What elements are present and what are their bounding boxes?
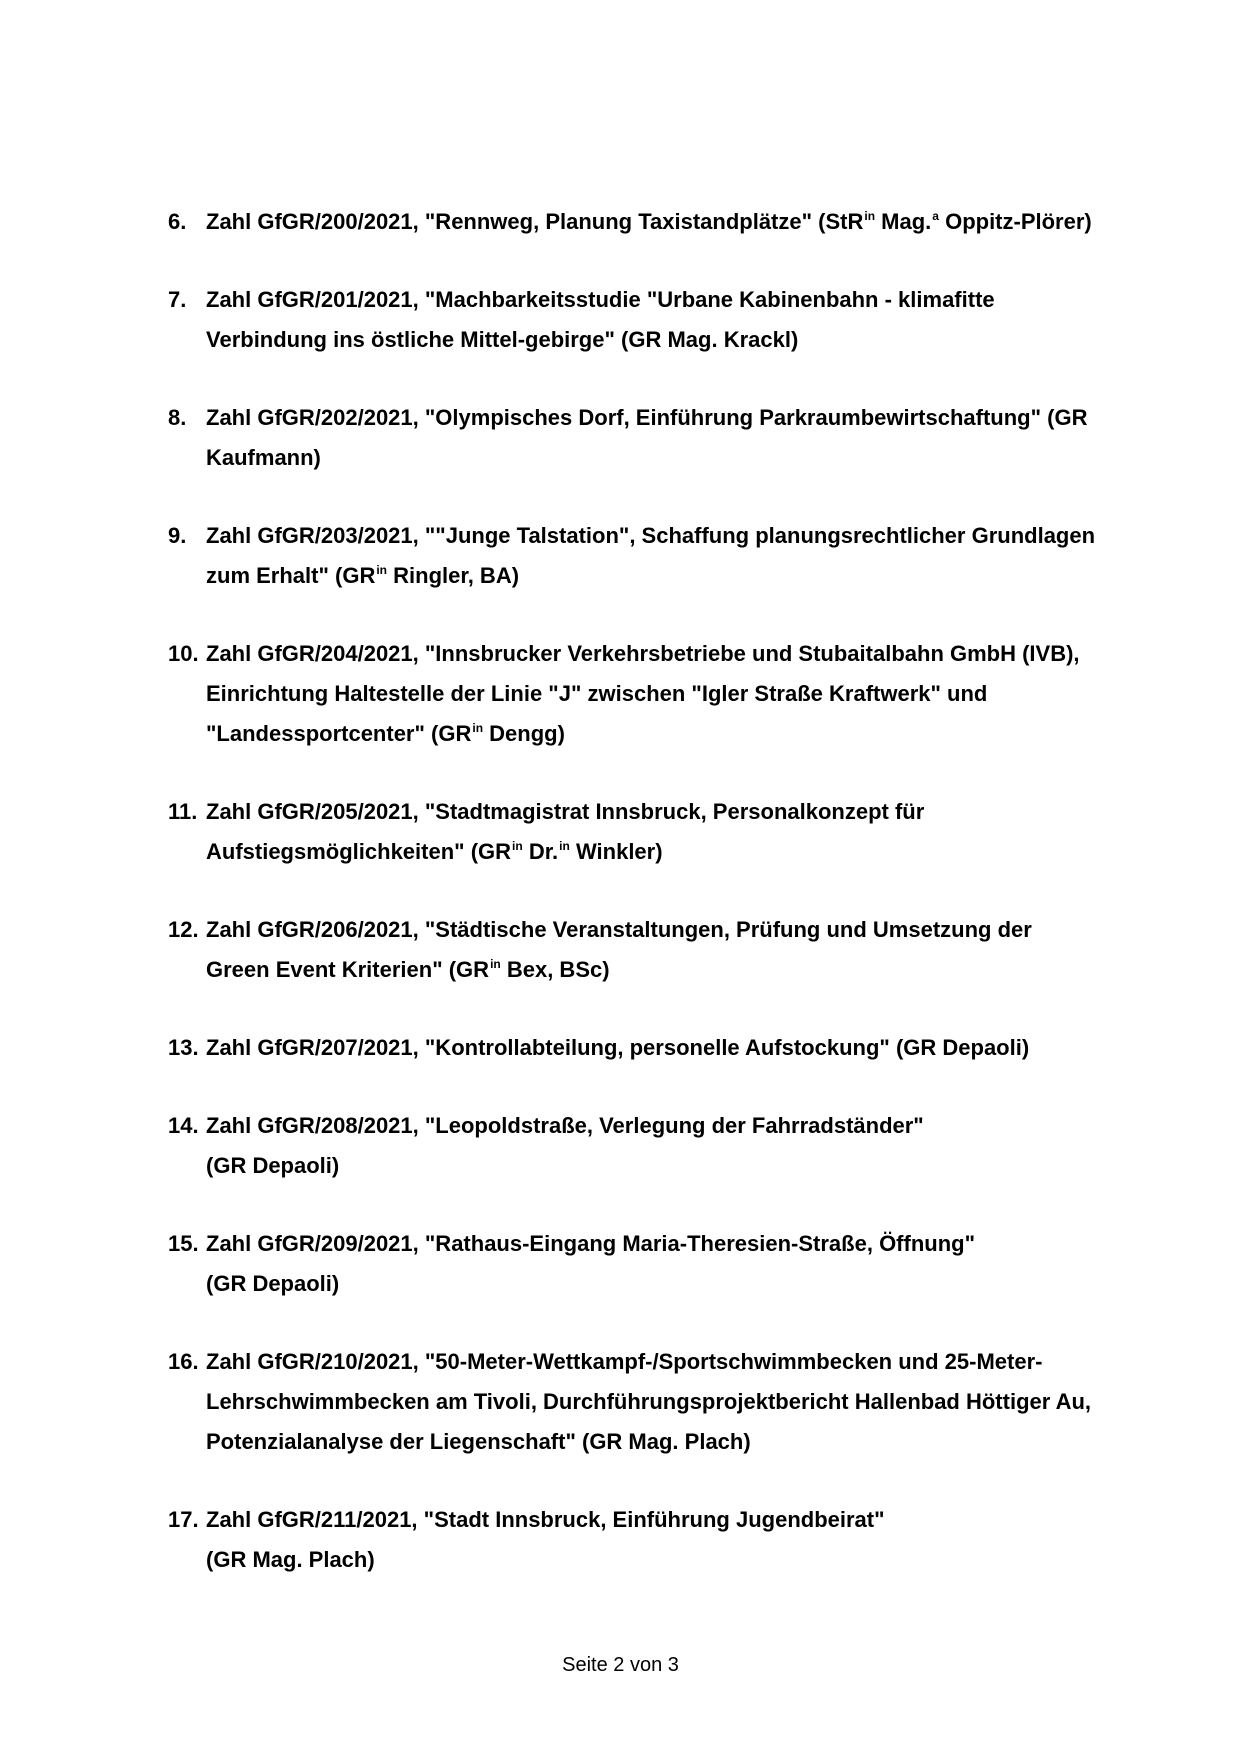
agenda-item [168,516,1098,596]
text-run: (GR Mag. Plach) [206,1547,375,1572]
agenda-item [168,1500,1098,1580]
text-run: Zahl GfGR/208/2021, "Leopoldstraße, Verlegung der Fahrradständer" [206,1113,924,1138]
agenda-item [168,910,1098,990]
agenda-item-number: 12. [168,917,199,942]
text-run: Bex, BSc) [500,957,610,982]
agenda-item-text [206,280,1098,360]
agenda-item-text [206,1106,1098,1186]
superscript-text: a [932,209,939,223]
agenda-item [168,1224,1098,1304]
page-footer: Seite 2 von 3 [562,1654,679,1676]
text-run: Winkler) [569,839,663,864]
agenda-item [168,202,1098,242]
agenda-item-number: 15. [168,1231,199,1256]
text-run: Dengg) [483,721,565,746]
agenda-item [168,1106,1098,1186]
agenda-item-text [206,1500,1098,1580]
text-run: (GR Depaoli) [206,1153,340,1178]
agenda-item [168,398,1098,478]
text-run: Ringler, BA) [387,563,520,588]
text-run: Zahl GfGR/200/2021, "Rennweg, Planung Taxistandplätze" (StR [206,209,864,234]
agenda-item [168,792,1098,872]
agenda-item-text [206,1224,1098,1304]
agenda-item-text [206,202,1098,242]
superscript-text: in [559,839,570,853]
text-run: Zahl GfGR/211/2021, "Stadt Innsbruck, Einführung Jugendbeirat" [206,1507,885,1532]
superscript-text: in [376,563,388,577]
agenda-item-text [206,1028,1098,1068]
text-run: Oppitz-Plörer) [938,209,1092,234]
agenda-item [168,1028,1098,1068]
agenda-item-text [206,398,1098,478]
text-run: Zahl GfGR/209/2021, "Rathaus-Eingang Maria-Theresien-Straße, Öffnung" [206,1231,976,1256]
agenda-item-text [206,792,1098,872]
agenda-item-number: 7. [168,287,187,312]
agenda-item-number: 11. [168,799,198,824]
agenda-item [168,634,1098,754]
agenda-item-text [206,1342,1098,1462]
superscript-text: in [512,839,523,853]
agenda-item-text [206,516,1098,596]
agenda-item [168,280,1098,360]
superscript-text: in [864,209,876,223]
text-run: Zahl GfGR/201/2021, "Machbarkeitsstudie "Urbane Kabinenbahn - klimafitte Verbindung ins östliche Mittel-gebirge" (GR Mag. Krackl) [206,287,995,352]
agenda-item-number: 17. [168,1507,199,1532]
agenda-item-text [206,910,1098,990]
agenda-item-list [168,202,1098,1618]
agenda-item-number: 6. [168,209,187,234]
agenda-item-number: 13. [168,1035,199,1060]
agenda-item-number: 10. [168,641,199,666]
text-run: Zahl GfGR/205/2021, "Stadtmagistrat Innsbruck, Personalkonzept für Aufstiegsmöglichkeiten" (GR [206,799,925,864]
text-run: Zahl GfGR/204/2021, "Innsbrucker Verkehrsbetriebe und Stubaitalbahn GmbH (IVB), Einrichtung Haltestelle der Linie "J" zwischen "Igler Straße Kraftwerk" und "Landessportcenter" (GR [206,641,1080,746]
text-run: Mag. [875,209,932,234]
text-run: Zahl GfGR/206/2021, "Städtische Veranstaltungen, Prüfung und Umsetzung der Green Event Kriterien" (GR [206,917,1032,982]
agenda-item-text [206,634,1098,754]
text-run: Zahl GfGR/207/2021, "Kontrollabteilung, personelle Aufstockung" (GR Depaoli) [206,1035,1030,1060]
agenda-item [168,1342,1098,1462]
agenda-item-number: 9. [168,523,187,548]
agenda-item-number: 16. [168,1349,199,1374]
agenda-item-number: 8. [168,405,187,430]
text-run: Dr. [522,839,559,864]
text-run: Zahl GfGR/203/2021, ""Junge Talstation", Schaffung planungsrechtlicher Grundlagen zum Erhalt" (GR [206,523,1096,588]
agenda-item-number: 14. [168,1113,199,1138]
text-run: (GR Depaoli) [206,1271,340,1296]
superscript-text: in [490,957,501,971]
text-run: Zahl GfGR/202/2021, "Olympisches Dorf, Einführung Parkraumbewirtschaftung" (GR Kaufmann) [206,405,1088,470]
superscript-text: in [472,721,484,735]
text-run: Zahl GfGR/210/2021, "50-Meter-Wettkampf-/Sportschwimmbecken und 25-Meter-Lehrschwimmbecken am Tivoli, Durchführungsprojektbericht Hallenbad Höttiger Au, Potenzialanalyse der Liegenschaft" (GR Mag. Plach) [206,1349,1092,1454]
